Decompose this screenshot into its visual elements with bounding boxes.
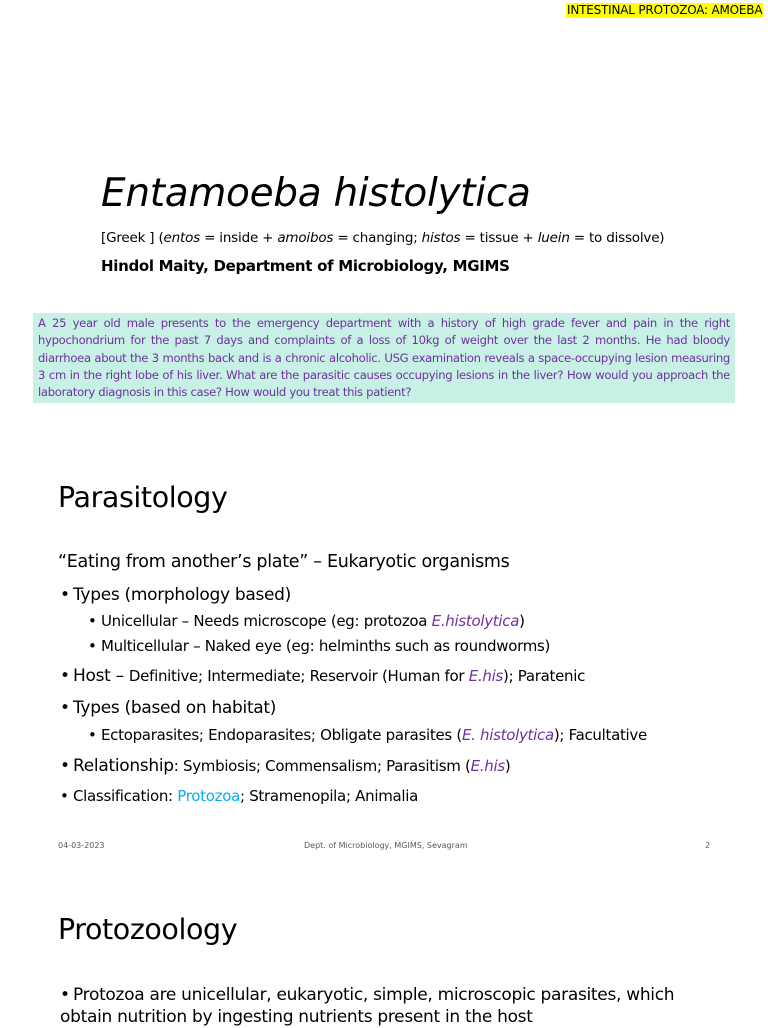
bullet-label: Host – (73, 666, 129, 686)
species-name: E.his (470, 757, 505, 775)
etymology-text: = to dissolve) (569, 230, 665, 246)
sub-bullet-multicellular (88, 636, 550, 656)
protozoa-link[interactable]: Protozoa (177, 787, 240, 805)
sub-bullet-ectoparasites (88, 725, 647, 745)
bullet-text: ); Facultative (553, 726, 647, 744)
etymology-line (101, 229, 664, 247)
bullet-label: Relationship (73, 756, 174, 776)
etymology-text: [Greek ] ( (101, 230, 164, 246)
etymology-word: entos (163, 230, 200, 246)
etymology-word: histos (421, 230, 461, 246)
bullet-text: Types (based on habitat) (73, 698, 277, 718)
bullet-icon: • (60, 666, 70, 686)
etymology-text: = tissue + (460, 230, 538, 246)
bullet-icon: • (60, 585, 70, 605)
bullet-icon: • (60, 756, 70, 776)
sub-bullet-unicellular (88, 611, 525, 631)
bullet-icon: • (60, 698, 70, 718)
author-line: Hindol Maity, Department of Microbiology, MGIMS (101, 257, 510, 275)
slide-lead-text: “Eating from another’s plate” – Eukaryotic organisms (58, 552, 510, 572)
bullet-classification (60, 786, 418, 806)
bullet-text: Definitive; Intermediate; Reservoir (Human for (128, 667, 469, 685)
bullet-text: ; Stramenopila; Animalia (239, 787, 419, 805)
page-title: Entamoeba histolytica (101, 171, 531, 216)
bullet-text: ) (519, 612, 525, 630)
species-name: E.his (468, 667, 504, 685)
bullet-text: Protozoa are unicellular, eukaryotic, simple, microscopic parasites, which obtain nutrition by ingesting nutrients present in the host (60, 985, 675, 1027)
etymology-text: = inside + (199, 230, 278, 246)
bullet-host (60, 665, 585, 687)
slide-footer-department: Dept. of Microbiology, MGIMS, Sevagram (304, 841, 468, 850)
bullet-icon: • (88, 637, 97, 655)
bullet-icon: • (60, 985, 70, 1005)
bullet-icon: • (60, 787, 69, 805)
etymology-word: amoibos (277, 230, 334, 246)
section-tag: INTESTINAL PROTOZOA: AMOEBA (567, 3, 763, 17)
slide-heading-parasitology: Parasitology (58, 481, 228, 514)
etymology-word: luein (537, 230, 570, 246)
slide-page-number: 2 (705, 841, 711, 850)
etymology-text: = changing; (333, 230, 422, 246)
bullet-icon: • (88, 726, 97, 744)
bullet-text: Unicellular – Needs microscope (eg: protozoa (101, 612, 432, 630)
bullet-types-morphology (60, 584, 291, 606)
bullet-text: Multicellular – Naked eye (eg: helminths such as roundworms) (101, 637, 551, 655)
bullet-text: ); Paratenic (503, 667, 586, 685)
slide-heading-protozoology: Protozoology (58, 913, 238, 946)
bullet-icon: • (88, 612, 97, 630)
case-scenario-box: A 25 year old male presents to the emergency department with a history of high grade fever and pain in the right hypochondrium for the past 7 days and complaints of a loss of 10kg of weight over the last 2 months. He had bloody diarrhoea about the 3 months back and is a chronic alcoholic. USG examination reveals a space-occupying lesion measuring 3 cm in the right lobe of his liver. What are the parasitic causes occupying lesions in the liver? How would you approach the laboratory diagnosis in this case? How would you treat this patient? (33, 313, 735, 403)
bullet-relationship (60, 755, 510, 777)
bullet-text: ) (504, 757, 511, 775)
bullet-text: : Symbiosis; Commensalism; Parasitism ( (173, 757, 471, 775)
bullet-text: Classification: (73, 787, 178, 805)
bullet-text: Types (morphology based) (73, 585, 291, 605)
bullet-types-habitat (60, 697, 276, 719)
species-name: E. histolytica (461, 726, 554, 744)
slide-footer-date: 04-03-2023 (58, 841, 105, 850)
bullet-text: Ectoparasites; Endoparasites; Obligate parasites ( (101, 726, 462, 744)
species-name: E.histolytica (431, 612, 520, 630)
bullet-protozoa-definition (60, 984, 710, 1028)
